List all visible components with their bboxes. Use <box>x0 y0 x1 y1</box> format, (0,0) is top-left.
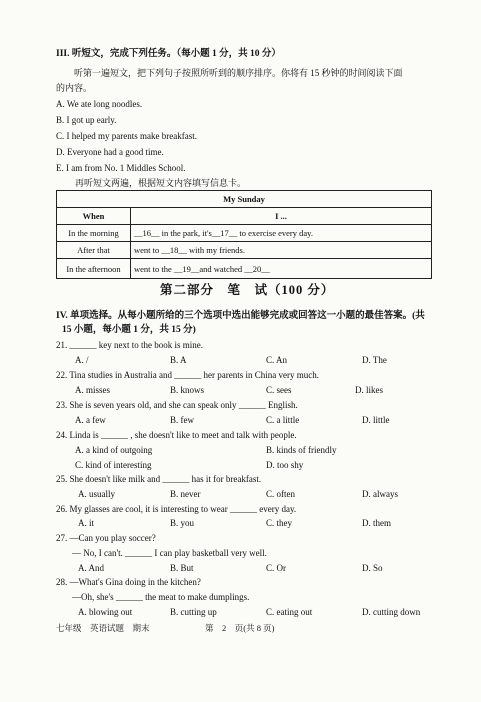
question-21-stem: 21. ______ key next to the book is mine. <box>56 340 203 350</box>
sentence-c: C. I helped my parents make breakfast. <box>56 131 197 141</box>
q26-option-d: D. them <box>362 518 391 528</box>
q23-option-d: D. little <box>362 415 390 425</box>
q28-option-d: D. cutting down <box>362 607 421 617</box>
sentence-a: A. We ate long noodles. <box>56 99 143 109</box>
sentence-e: E. I am from No. 1 Middles School. <box>56 163 186 173</box>
q23-option-b: B. few <box>170 415 194 425</box>
q25-option-a: A. usually <box>78 489 115 499</box>
question-25-stem: 25. She doesn't like milk and ______ has it for breakfast. <box>56 474 262 484</box>
q21-option-c: C. An <box>266 355 288 365</box>
q28-option-b: B. cutting up <box>170 607 217 617</box>
table-cell-what: went to the __19__and watched __20__ <box>131 259 432 279</box>
q27-option-d: D. So <box>362 563 383 573</box>
section4-heading-line2: 15 小题，每小题 1 分，共 15 分) <box>62 325 196 335</box>
q22-option-d: D. likes <box>355 385 383 395</box>
table-header-when: When <box>57 208 131 225</box>
question-28-stem: 28. —What's Gina doing in the kitchen? <box>56 577 201 587</box>
q25-option-b: B. never <box>170 489 201 499</box>
question-23-stem: 23. She is seven years old, and she can speak only ______ English. <box>56 400 298 410</box>
q23-option-a: A. a few <box>75 415 106 425</box>
table-title: My Sunday <box>57 191 432 208</box>
q25-option-d: D. always <box>362 489 398 499</box>
info-card-table <box>56 190 432 279</box>
q26-option-a: A. it <box>78 518 95 528</box>
q22-option-a: A. misses <box>75 385 111 395</box>
section3-instruction-line2: 的内容。 <box>56 83 93 93</box>
table-cell-when: After that <box>57 242 131 259</box>
table-header-i: I ... <box>131 208 432 225</box>
table-cell-what: __16__ in the park, it's__17__ to exercise every day. <box>131 225 432 242</box>
footer-left: 七年级 英语试题 期末 <box>56 623 150 633</box>
section4-heading-line1: IV. 单项选择。从每小题所给的三个选项中选出能够完成或回答这一小题的最佳答案。(共 <box>56 311 425 321</box>
section3-second-instruction: 再听短文两遍，根据短文内容填写信息卡。 <box>75 178 247 188</box>
question-22-stem: 22. Tina studies in Australia and ______ her parents in China very much. <box>56 370 319 380</box>
q21-option-a: A. / <box>75 355 89 365</box>
q27-option-c: C. Or <box>266 563 286 573</box>
q22-option-b: B. knows <box>170 385 205 395</box>
section3-instruction-line1: 听第一遍短文，把下列句子按照所听到的顺序排序。你将有 15 秒钟的时间阅读下面 <box>74 68 403 78</box>
q27-option-b: B. But <box>170 563 194 573</box>
q22-option-c: C. sees <box>266 385 292 395</box>
table-cell-when: In the morning <box>57 225 131 242</box>
q24-option-c: C. kind of interesting <box>75 460 152 470</box>
q21-option-d: D. The <box>362 355 387 365</box>
table-row <box>57 225 432 242</box>
sentence-d: D. Everyone had a good time. <box>56 147 164 157</box>
q24-option-b: B. kinds of friendly <box>266 445 337 455</box>
q24-option-d: D. too shy <box>266 460 304 470</box>
question-24-stem: 24. Linda is ______ , she doesn't like to meet and talk with people. <box>56 430 297 440</box>
question-27-reply: — No, I can't. ______ I can play basketball very well. <box>72 548 267 558</box>
q24-option-a: A. a kind of outgoing <box>75 445 153 455</box>
q26-option-c: C. they <box>266 518 292 528</box>
table-row <box>57 259 432 279</box>
q28-option-c: C. eating out <box>266 607 313 617</box>
part2-title: 第二部分 笔 试（100 分） <box>160 283 335 297</box>
q28-option-a: A. blowing out <box>78 607 133 617</box>
q26-option-b: B. you <box>170 518 195 528</box>
question-27-stem: 27. —Can you play soccer? <box>56 533 156 543</box>
table-row <box>57 242 432 259</box>
q25-option-c: C. often <box>266 489 295 499</box>
table-cell-what: went to __18__ with my friends. <box>131 242 432 259</box>
table-cell-when: In the afternoon <box>57 259 131 279</box>
question-26-stem: 26. My glasses are cool, it is interesting to wear ______ every day. <box>56 504 297 514</box>
q27-option-a: A. And <box>78 563 105 573</box>
q21-option-b: B. A <box>170 355 187 365</box>
section3-heading: III. 听短文，完成下列任务。（每小题 1 分，共 10 分） <box>56 49 281 59</box>
footer-page-number: 第 2 页(共 8 页) <box>205 623 275 633</box>
sentence-b: B. I got up early. <box>56 115 117 125</box>
q23-option-c: C. a little <box>266 415 300 425</box>
question-28-reply: —Oh, she's ______ the meat to make dumplings. <box>72 592 250 602</box>
